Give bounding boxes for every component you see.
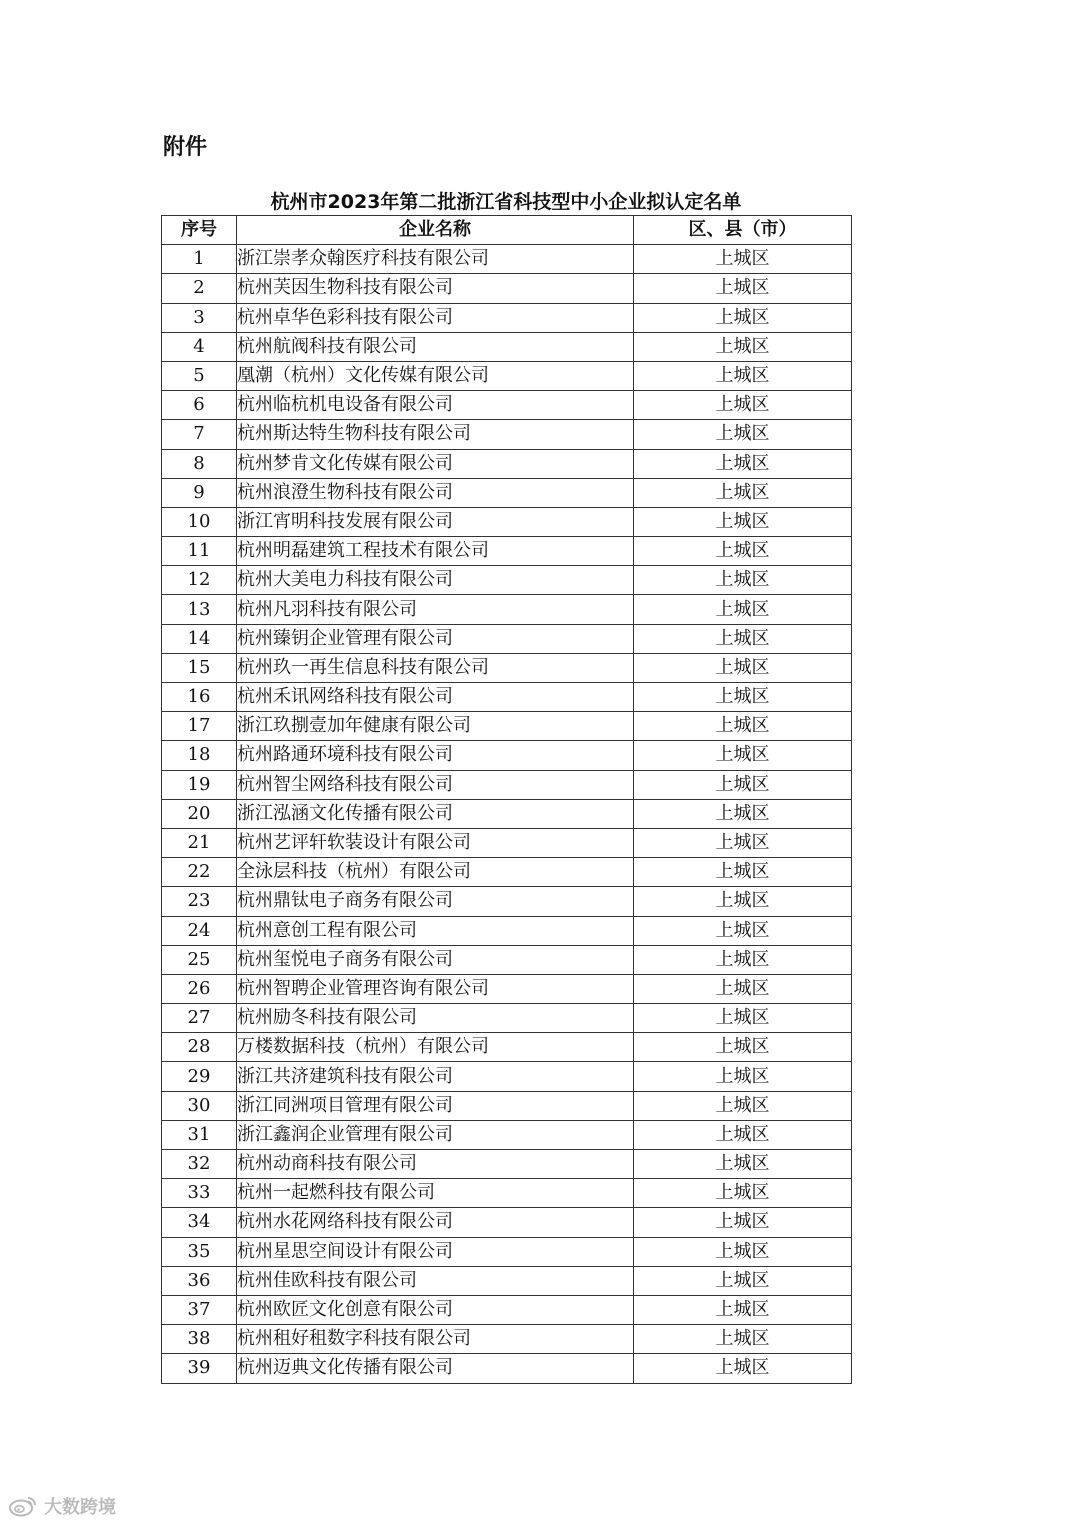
- district-cell: 上城区: [634, 741, 852, 770]
- company-name-cell: 杭州芙因生物科技有限公司: [237, 274, 634, 303]
- company-name-cell: 杭州临杭机电设备有限公司: [237, 391, 634, 420]
- serial-number-cell: 19: [162, 770, 237, 799]
- header-company-name: 企业名称: [237, 216, 634, 245]
- company-name-cell: 杭州租好租数字科技有限公司: [237, 1325, 634, 1354]
- serial-number-cell: 18: [162, 741, 237, 770]
- district-cell: 上城区: [634, 799, 852, 828]
- weibo-logo-icon: [8, 1495, 38, 1517]
- district-cell: 上城区: [634, 1179, 852, 1208]
- serial-number-cell: 20: [162, 799, 237, 828]
- table-row: [162, 1208, 852, 1237]
- serial-number-cell: 27: [162, 1004, 237, 1033]
- company-name-cell: 杭州智聘企业管理咨询有限公司: [237, 974, 634, 1003]
- serial-number-cell: 26: [162, 974, 237, 1003]
- table-row: [162, 741, 852, 770]
- serial-number-cell: 31: [162, 1120, 237, 1149]
- company-name-cell: 杭州欧匠文化创意有限公司: [237, 1295, 634, 1324]
- district-cell: 上城区: [634, 420, 852, 449]
- company-name-cell: 浙江崇孝众翰医疗科技有限公司: [237, 245, 634, 274]
- district-cell: 上城区: [634, 683, 852, 712]
- company-name-cell: 杭州浪澄生物科技有限公司: [237, 478, 634, 507]
- serial-number-cell: 37: [162, 1295, 237, 1324]
- serial-number-cell: 36: [162, 1266, 237, 1295]
- serial-number-cell: 5: [162, 361, 237, 390]
- district-cell: 上城区: [634, 1237, 852, 1266]
- watermark-text: 大数跨境: [44, 1497, 116, 1518]
- company-name-cell: 杭州大美电力科技有限公司: [237, 566, 634, 595]
- district-cell: 上城区: [634, 1004, 852, 1033]
- company-name-cell: 杭州水花网络科技有限公司: [237, 1208, 634, 1237]
- serial-number-cell: 7: [162, 420, 237, 449]
- serial-number-cell: 10: [162, 507, 237, 536]
- serial-number-cell: 25: [162, 945, 237, 974]
- district-cell: 上城区: [634, 1266, 852, 1295]
- company-list-table: [161, 215, 852, 1384]
- table-row: [162, 245, 852, 274]
- table-row: [162, 945, 852, 974]
- district-cell: 上城区: [634, 1208, 852, 1237]
- district-cell: 上城区: [634, 1325, 852, 1354]
- district-cell: 上城区: [634, 1033, 852, 1062]
- table-row: [162, 712, 852, 741]
- serial-number-cell: 8: [162, 449, 237, 478]
- district-cell: 上城区: [634, 974, 852, 1003]
- district-cell: 上城区: [634, 595, 852, 624]
- table-row: [162, 653, 852, 682]
- company-name-cell: 杭州斯达特生物科技有限公司: [237, 420, 634, 449]
- serial-number-cell: 21: [162, 828, 237, 857]
- table-row: [162, 916, 852, 945]
- serial-number-cell: 29: [162, 1062, 237, 1091]
- table-row: [162, 974, 852, 1003]
- watermark: [8, 1493, 116, 1519]
- company-name-cell: 杭州意创工程有限公司: [237, 916, 634, 945]
- table-row: [162, 1004, 852, 1033]
- serial-number-cell: 9: [162, 478, 237, 507]
- serial-number-cell: 3: [162, 303, 237, 332]
- district-cell: 上城区: [634, 361, 852, 390]
- district-cell: 上城区: [634, 391, 852, 420]
- district-cell: 上城区: [634, 537, 852, 566]
- table-row: [162, 1091, 852, 1120]
- serial-number-cell: 22: [162, 858, 237, 887]
- company-name-cell: 全泳层科技（杭州）有限公司: [237, 858, 634, 887]
- table-row: [162, 361, 852, 390]
- serial-number-cell: 34: [162, 1208, 237, 1237]
- document-title: 杭州市2023年第二批浙江省科技型中小企业拟认定名单: [270, 191, 742, 213]
- company-name-cell: 凰潮（杭州）文化传媒有限公司: [237, 361, 634, 390]
- district-cell: 上城区: [634, 858, 852, 887]
- table-row: [162, 624, 852, 653]
- table-row: [162, 828, 852, 857]
- table-row: [162, 537, 852, 566]
- company-name-cell: 万楼数据科技（杭州）有限公司: [237, 1033, 634, 1062]
- table-row: [162, 858, 852, 887]
- serial-number-cell: 1: [162, 245, 237, 274]
- table-row: [162, 1062, 852, 1091]
- table-row: [162, 1295, 852, 1324]
- district-cell: 上城区: [634, 624, 852, 653]
- serial-number-cell: 23: [162, 887, 237, 916]
- district-cell: 上城区: [634, 332, 852, 361]
- serial-number-cell: 38: [162, 1325, 237, 1354]
- company-name-cell: 杭州星思空间设计有限公司: [237, 1237, 634, 1266]
- company-name-cell: 杭州动商科技有限公司: [237, 1150, 634, 1179]
- district-cell: 上城区: [634, 712, 852, 741]
- district-cell: 上城区: [634, 887, 852, 916]
- company-name-cell: 杭州玖一再生信息科技有限公司: [237, 653, 634, 682]
- district-cell: 上城区: [634, 449, 852, 478]
- district-cell: 上城区: [634, 1062, 852, 1091]
- district-cell: 上城区: [634, 653, 852, 682]
- company-name-cell: 浙江鑫润企业管理有限公司: [237, 1120, 634, 1149]
- company-name-cell: 杭州艺评轩软装设计有限公司: [237, 828, 634, 857]
- table-row: [162, 887, 852, 916]
- district-cell: 上城区: [634, 1354, 852, 1383]
- company-name-cell: 浙江共济建筑科技有限公司: [237, 1062, 634, 1091]
- company-name-cell: 杭州佳欧科技有限公司: [237, 1266, 634, 1295]
- table-row: [162, 1150, 852, 1179]
- company-name-cell: 杭州禾讯网络科技有限公司: [237, 683, 634, 712]
- table-body: [162, 245, 852, 1383]
- header-district: 区、县（市）: [634, 216, 852, 245]
- company-name-cell: 杭州一起燃科技有限公司: [237, 1179, 634, 1208]
- serial-number-cell: 39: [162, 1354, 237, 1383]
- serial-number-cell: 28: [162, 1033, 237, 1062]
- district-cell: 上城区: [634, 245, 852, 274]
- serial-number-cell: 17: [162, 712, 237, 741]
- table-row: [162, 507, 852, 536]
- district-cell: 上城区: [634, 478, 852, 507]
- district-cell: 上城区: [634, 1091, 852, 1120]
- table-row: [162, 566, 852, 595]
- table-row: [162, 1033, 852, 1062]
- serial-number-cell: 6: [162, 391, 237, 420]
- company-name-cell: 杭州路通环境科技有限公司: [237, 741, 634, 770]
- table-row: [162, 449, 852, 478]
- company-name-cell: 杭州臻钥企业管理有限公司: [237, 624, 634, 653]
- table-row: [162, 420, 852, 449]
- table-row: [162, 274, 852, 303]
- serial-number-cell: 33: [162, 1179, 237, 1208]
- serial-number-cell: 32: [162, 1150, 237, 1179]
- district-cell: 上城区: [634, 274, 852, 303]
- table-row: [162, 332, 852, 361]
- company-name-cell: 杭州玺悦电子商务有限公司: [237, 945, 634, 974]
- table-row: [162, 1325, 852, 1354]
- serial-number-cell: 14: [162, 624, 237, 653]
- company-name-cell: 杭州梦肯文化传媒有限公司: [237, 449, 634, 478]
- table-header-row: [162, 216, 852, 245]
- serial-number-cell: 11: [162, 537, 237, 566]
- district-cell: 上城区: [634, 945, 852, 974]
- district-cell: 上城区: [634, 507, 852, 536]
- table-row: [162, 770, 852, 799]
- table-row: [162, 1266, 852, 1295]
- attachment-label: 附件: [163, 135, 208, 160]
- table-row: [162, 595, 852, 624]
- district-cell: 上城区: [634, 770, 852, 799]
- company-name-cell: 杭州航阀科技有限公司: [237, 332, 634, 361]
- serial-number-cell: 13: [162, 595, 237, 624]
- table-row: [162, 1237, 852, 1266]
- company-name-cell: 杭州卓华色彩科技有限公司: [237, 303, 634, 332]
- district-cell: 上城区: [634, 916, 852, 945]
- company-name-cell: 浙江同洲项目管理有限公司: [237, 1091, 634, 1120]
- company-name-cell: 杭州智尘网络科技有限公司: [237, 770, 634, 799]
- company-name-cell: 杭州鼎钛电子商务有限公司: [237, 887, 634, 916]
- district-cell: 上城区: [634, 566, 852, 595]
- company-name-cell: 浙江泓涵文化传播有限公司: [237, 799, 634, 828]
- table-row: [162, 683, 852, 712]
- company-name-cell: 浙江宵明科技发展有限公司: [237, 507, 634, 536]
- district-cell: 上城区: [634, 1295, 852, 1324]
- table-row: [162, 303, 852, 332]
- district-cell: 上城区: [634, 303, 852, 332]
- serial-number-cell: 30: [162, 1091, 237, 1120]
- serial-number-cell: 2: [162, 274, 237, 303]
- company-name-cell: 浙江玖捌壹加年健康有限公司: [237, 712, 634, 741]
- table-row: [162, 478, 852, 507]
- district-cell: 上城区: [634, 828, 852, 857]
- serial-number-cell: 16: [162, 683, 237, 712]
- district-cell: 上城区: [634, 1120, 852, 1149]
- serial-number-cell: 4: [162, 332, 237, 361]
- table-row: [162, 799, 852, 828]
- serial-number-cell: 15: [162, 653, 237, 682]
- table-row: [162, 1179, 852, 1208]
- serial-number-cell: 24: [162, 916, 237, 945]
- company-name-cell: 杭州明磊建筑工程技术有限公司: [237, 537, 634, 566]
- serial-number-cell: 35: [162, 1237, 237, 1266]
- company-name-cell: 杭州凡羽科技有限公司: [237, 595, 634, 624]
- header-serial-number: 序号: [162, 216, 237, 245]
- table-row: [162, 1120, 852, 1149]
- district-cell: 上城区: [634, 1150, 852, 1179]
- table-row: [162, 1354, 852, 1383]
- table-row: [162, 391, 852, 420]
- serial-number-cell: 12: [162, 566, 237, 595]
- company-name-cell: 杭州励冬科技有限公司: [237, 1004, 634, 1033]
- company-name-cell: 杭州迈典文化传播有限公司: [237, 1354, 634, 1383]
